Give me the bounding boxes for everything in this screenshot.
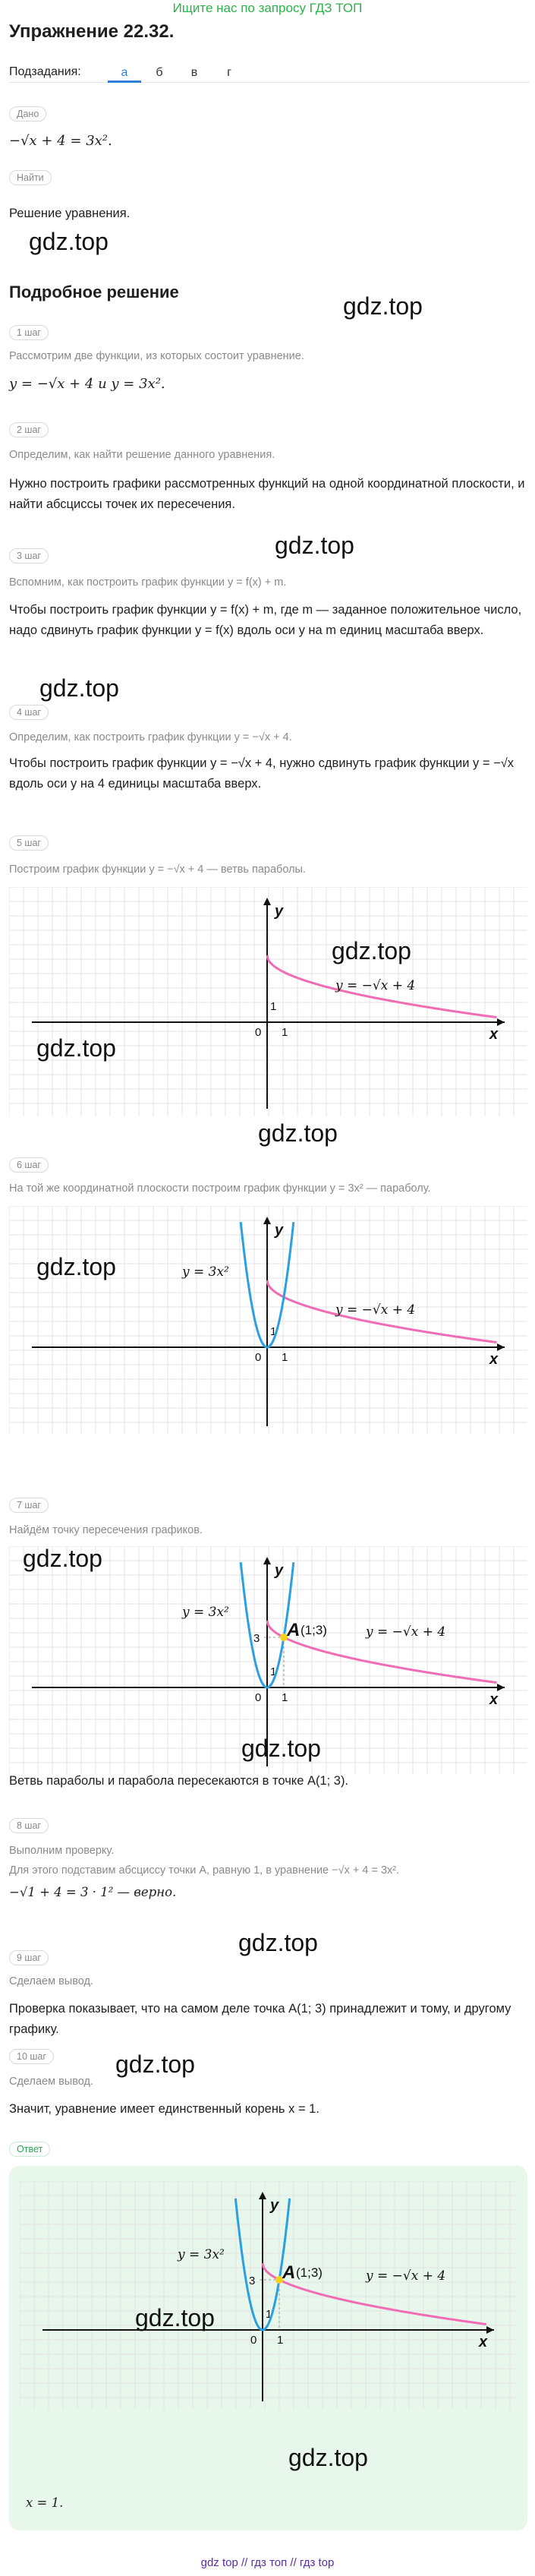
step-hint: Выполним проверку. — [9, 1845, 115, 1857]
tick-label: 3 — [249, 2275, 256, 2287]
point-label: A — [282, 2262, 296, 2283]
step-hint: Сделаем вывод. — [9, 2076, 94, 2088]
x-axis-arrow — [486, 2326, 494, 2334]
step-hint: Вспомним, как построить график функции y = f(x) + m. — [9, 576, 287, 589]
subtasks-row — [9, 61, 533, 88]
origin-label: 0 — [255, 1351, 262, 1364]
root-label: y = −√x + 4 — [335, 978, 416, 993]
y-axis-label: y — [275, 903, 284, 920]
point-label: A — [287, 1620, 301, 1640]
step-hint: Определим, как построить график функции y = −√x + 4. — [9, 731, 292, 743]
x-axis-label: x — [479, 2334, 488, 2350]
find-text: Решение уравнения. — [9, 207, 131, 220]
step-text: Чтобы построить график функции y = f(x) + m, где m — заданное положительное число, надо сдвинуть график функции y = f(x) вдоль оси y на m единиц масштаба вверх. — [9, 603, 522, 637]
step-pill: 9 шаг — [9, 1950, 49, 1965]
graph-answer — [20, 2181, 517, 2409]
watermark: gdz.top — [39, 674, 119, 702]
x-axis-label: x — [489, 1351, 499, 1368]
step-pill: 3 шаг — [9, 548, 49, 564]
find-pill: Найти — [9, 170, 52, 185]
watermark: gdz.top — [29, 228, 109, 255]
watermark: gdz.top — [23, 1545, 102, 1572]
detailed-solution-title: Подробное решение — [9, 283, 179, 301]
step-pill: 10 шаг — [9, 2049, 54, 2064]
answer-text: x = 1. — [26, 2496, 64, 2510]
search-banner[interactable]: Ищите нас по запросу ГДЗ ТОП — [172, 1, 363, 15]
watermark: gdz.top — [36, 1034, 116, 1062]
x-axis-arrow — [497, 1018, 505, 1026]
step-text: Чтобы построить график функции y = −√x + 4, нужно сдвинуть график функции y = −√x вдоль оси y на 4 единицы масштаба вверх. — [9, 756, 515, 791]
tick-label: 1 — [266, 2308, 272, 2321]
tab-a[interactable]: а — [121, 66, 128, 79]
step-text: Нужно построить графики рассмотренных функций на одной координатной плоскости, и найти абсциссы точек их пересечения. — [9, 477, 525, 511]
tick-label: 1 — [270, 1665, 277, 1678]
step-pill: 8 шаг — [9, 1818, 49, 1833]
answer-pill: Ответ — [9, 2142, 50, 2157]
tabs-divider — [9, 82, 530, 83]
step-hint: Сделаем вывод. — [9, 1975, 94, 1987]
step-pill: 4 шаг — [9, 705, 49, 720]
step-hint: Для этого подставим абсциссу точки A, равную 1, в уравнение −√x + 4 = 3x². — [9, 1864, 400, 1877]
step-pill: 6 шаг — [9, 1157, 49, 1173]
step-pill: 7 шаг — [9, 1498, 49, 1513]
parabola-label: y = 3x² — [178, 2247, 225, 2262]
tick-label: 1 — [282, 1026, 288, 1039]
root-label: y = −√x + 4 — [335, 1302, 416, 1318]
tab-g[interactable]: г — [227, 66, 231, 79]
watermark: gdz.top — [332, 937, 411, 964]
step-text: Ветвь параболы и парабола пересекаются в точке A(1; 3). — [9, 1774, 349, 1788]
parabola-label: y = 3x² — [182, 1605, 229, 1620]
watermark: gdz.top — [275, 532, 354, 559]
x-axis-label: x — [489, 1691, 499, 1708]
origin-label: 0 — [250, 2334, 257, 2347]
origin-label: 0 — [255, 1691, 262, 1704]
step-text: −√1 + 4 = 3 · 1² — верно. — [9, 1885, 177, 1899]
footer-links[interactable]: gdz top // гдз топ // гдз top — [200, 2556, 335, 2569]
step-hint: Определим, как найти решение данного уравнения. — [9, 449, 275, 461]
origin-label: 0 — [255, 1026, 262, 1039]
graph-root-branch — [9, 887, 527, 1116]
tick-label: 1 — [282, 1691, 288, 1704]
point-coords: (1;3) — [301, 1623, 327, 1637]
active-tab-indicator — [108, 80, 141, 83]
tab-v[interactable]: в — [190, 66, 198, 79]
root-label: y = −√x + 4 — [366, 1624, 446, 1640]
watermark: gdz.top — [135, 2304, 215, 2331]
tick-label: 1 — [270, 1325, 277, 1338]
given-formula: −√x + 4 = 3x². — [9, 133, 112, 149]
parabola-label: y = 3x² — [182, 1264, 229, 1280]
x-axis-label: x — [489, 1026, 499, 1043]
watermark: gdz.top — [238, 1929, 318, 1956]
root-label: y = −√x + 4 — [366, 2268, 446, 2284]
watermark: gdz.top — [288, 2444, 368, 2471]
tick-label: 1 — [270, 1000, 277, 1013]
tick-label: 1 — [282, 1351, 288, 1364]
tick-label: 1 — [277, 2334, 284, 2347]
point-coords: (1;3) — [296, 2265, 323, 2280]
watermark: gdz.top — [258, 1119, 338, 1147]
graph-both-functions — [9, 1206, 527, 1434]
watermark: gdz.top — [343, 292, 423, 320]
y-axis-label: y — [275, 1562, 284, 1579]
step-pill: 2 шаг — [9, 422, 49, 437]
y-axis-label: y — [275, 1222, 284, 1239]
step-text: y = −√x + 4 и y = 3x². — [9, 376, 165, 392]
step-pill: 5 шаг — [9, 835, 49, 851]
step-text: Значит, уравнение имеет единственный корень x = 1. — [9, 2102, 319, 2116]
tick-label: 3 — [253, 1632, 260, 1645]
step-hint: Построим график функции y = −√x + 4 — ветвь параболы. — [9, 863, 306, 876]
watermark: gdz.top — [115, 2050, 195, 2078]
step-pill: 1 шаг — [9, 325, 49, 340]
tab-b[interactable]: б — [156, 66, 163, 79]
given-pill: Дано — [9, 106, 46, 122]
step-hint: На той же координатной плоскости построим график функции y = 3x² — параболу. — [9, 1182, 431, 1195]
step-text: Проверка показывает, что на самом деле точка A(1; 3) принадлежит и тому, и другому графику. — [9, 2002, 511, 2036]
watermark: gdz.top — [241, 1735, 321, 1762]
step-hint: Рассмотрим две функции, из которых состоит уравнение. — [9, 350, 304, 362]
subtasks-label: Подзадания: — [9, 65, 81, 78]
y-axis-label: y — [270, 2197, 279, 2214]
watermark: gdz.top — [36, 1253, 116, 1280]
exercise-title: Упражнение 22.32. — [9, 21, 175, 42]
step-hint: Найдём точку пересечения графиков. — [9, 1524, 203, 1536]
